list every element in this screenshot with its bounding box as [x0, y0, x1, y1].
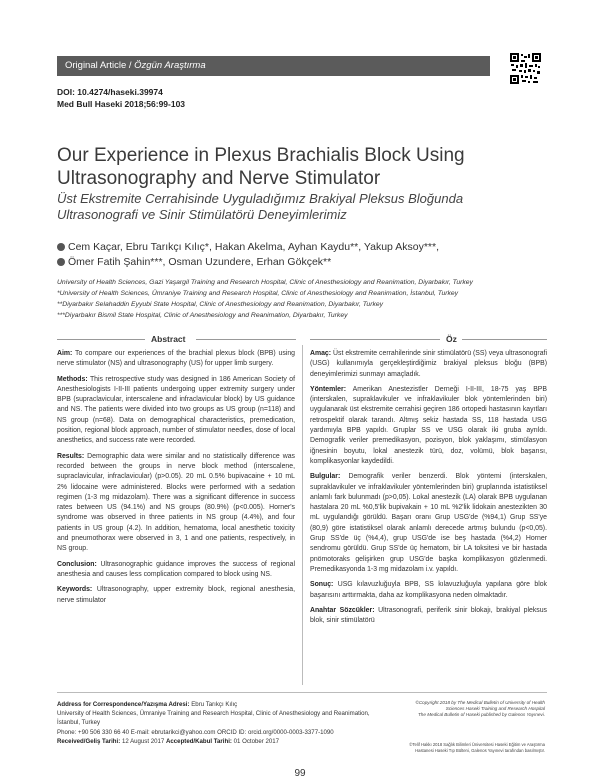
- abstract-aim: Aim: To compare our experiences of the brachial plexus block (BPB) using nerve stimulator (NS) and ultrasonography (US) for upper limb surgery.: [57, 350, 296, 368]
- affiliations: [57, 277, 557, 321]
- divider: [57, 339, 145, 340]
- oz-column: [310, 349, 547, 631]
- copyright-line: ©Copyright 2018 by The Medical Bulletin of University of Health Sciences Haseki Training and Research Hospital: [415, 700, 545, 712]
- correspondence-contact: Phone: +90 506 330 66 40 E-mail: ebrutarikci@yahoo.com ORCID ID: orcid.org/0000-0003-3377-1090: [57, 728, 334, 736]
- correspondence-block: [57, 700, 387, 746]
- oz-anahtar: Anahtar Sözcükler: Ultrasonografi, periferik sinir blokajı, brakiyal pleksus blok, sinir stimülatörü: [310, 606, 547, 625]
- copyright-line: The Medical Bulletin of Haseki published by Galenos Yayınevi.: [418, 712, 545, 718]
- author-line-1: Cem Kaçar, Ebru Tarıkçı Kılıç*, Hakan Akelma, Ayhan Kaydu**, Yakup Aksoy***,: [57, 240, 557, 255]
- oz-heading: Öz: [446, 334, 457, 344]
- column-divider: [302, 345, 303, 685]
- copyright-notice: [405, 700, 545, 719]
- received-accepted-dates: Received/Geliş Tarihi: 12 August 2017 Accepted/Kabul Tarihi: 01 October 2017: [57, 737, 280, 745]
- page-number: 99: [294, 768, 306, 779]
- affiliation: *University of Health Sciences, Ümraniye Training and Research Hospital, Clinic of Anesthesiology and Reanimation, İstanbul, Turkey: [57, 290, 459, 297]
- affiliation: ***Diyarbakır Bismil State Hospital, Clinic of Anesthesiology and Reanimation, Diyarbakır, Turkey: [57, 312, 348, 319]
- abstract-results: Results: Demographic data were similar and no statistically difference was recorded between the groups in nerve block method (interscalene, supraclavicular, infraclavicular) (p>0.05). 20 mL 0.5% bupivacaine + 10 mL 2% lidocaine were administered. Blocks were performed with a sedation regimen (1-3 mg midazolam). There was a significant difference in success rates between US (94.1%) and NS groups (80.9%) (p<0.005). Horner's syndrome was observed in three patients in NS group (4.4%), and four patients in US group (4.2). In addition, hematoma, local anesthetic toxicity and pneumothorax were observed in 3, 1 and one patients, respectively, in NS group.: [57, 452, 295, 553]
- oz-yontemler: Yöntemler: Amerikan Anestezistler Derneği I-II-III, 18-75 yaş BPB (interskalen, supraklavikuler ve infraklavikuler blok yöntemlerinden biri) uygulanarak üst ekstremite cerrahisi geçiren 186 ortopedi hastasının kayıtları retrospektif olarak tarandı. Altmış sekiz hastada SS, 118 hastada USG yardımıyla BPB yapıldı. Gruplar SS ve USG olarak iki gruba ayrıldı. Demografik veriler premedikasyon, pozisyon, blok yaklaşımı, stimülasyon iğnesinin boyutu, lokal anestezik türü, doz, volümü, blok başarısı, komplikasyonlar kaydedildi.: [310, 385, 547, 465]
- oz-amac: Amaç: Üst ekstremite cerrahilerinde sinir stimülatörü (SS) veya ultrasonografi (USG) kullanımıyla gerçekleştirdiğimiz brakiyal pleksus bloğu (BPB) deneyimlerimizi sunmayı amaçladık.: [310, 350, 548, 378]
- orcid-icon[interactable]: [57, 243, 65, 251]
- article-type-banner: [57, 56, 490, 76]
- qr-code-icon: [510, 53, 541, 84]
- abstract-keywords: Keywords: Ultrasonography, upper extremity block, regional anesthesia, nerve stimulator: [57, 586, 295, 604]
- correspondence-address: University of Health Sciences, Ümraniye Training and Research Hospital, Clinic of Anesthesiology and Reanimation, İstanbul, Turkey: [57, 710, 370, 727]
- affiliation: **Diyarbakır Selahaddin Eyyubi State Hospital, Clinic of Anesthesiology and Reanimation, Diyarbakır, Turkey: [57, 301, 384, 308]
- affiliation: University of Health Sciences, Gazi Yaşargil Training and Research Hospital, Clinic of Anesthesiology and Reanimation, Diyarbakır, Turkey: [57, 279, 473, 286]
- correspondence-name: Address for Correspondence/Yazışma Adresi: Ebru Tarıkçı Kılıç: [57, 701, 238, 708]
- article-title: Our Experience in Plexus Brachialis Block Using Ultrasonography and Nerve Stimulator: [57, 145, 465, 189]
- author-line-2: Ömer Fatih Şahin***, Osman Uzundere, Erhan Gökçek**: [57, 255, 557, 270]
- article-type-tr: Özgün Araştırma: [134, 60, 206, 71]
- article-subtitle-tr: Üst Ekstremite Cerrahisinde Uyguladığımız Brakiyal Pleksus Bloğunda Ultrasonografi ve Sinir Stimülatörü Deneyimlerimiz: [57, 191, 464, 222]
- doi[interactable]: DOI: 10.4274/haseki.39974: [57, 87, 163, 97]
- abstract-heading: Abstract: [151, 334, 186, 344]
- divider: [310, 339, 440, 340]
- abstract-conclusion: Conclusion: Ultrasonographic guidance improves the success of regional anesthesia and causes less complication compared to block using NS.: [57, 560, 295, 578]
- oz-bulgular: Bulgular: Demografik veriler benzerdi. Blok yöntemi (interskalen, supraklavikuler ve infraklavikuler yöntemlerinden biri) gruplarında istatistiksel anlamlı fark bulunmadı (p>0,05). Lokal anestezik (LA) olarak BPB uygulanan hastalara 20 mL %0,5'lik bupivakain + 10 mL %2'lik lidokain anestezikten 30 mL uygulandığı görüldü. Başarı oranı Grup USG'de (%94,1) Grup SS'ye (80,9) göre istatistiksel olarak anlamlı derecede artmış bulundu (p<0,05). Grup SS'de üç (%4,4), grup USG'de ise beş hastada (%4,2) Horner sendromu görüldü. Grup SS'de üç hematom, bir LA toksitesi ve bir hastada pnömotoraks gelişirken grup USG'de başka komplikasyon gözlenmedi. Premedikasyonda 1-3 mg midazolam i.v. yapıldı.: [310, 473, 547, 573]
- doi-block: [57, 86, 185, 110]
- divider: [462, 339, 547, 340]
- copyright-notice-tr: ©Telif Hakkı 2018 Sağlık Bilimleri Üniversitesi Haseki Eğitim ve Araştırma Hastanesi Haseki Tıp Bülteni, Galenos Yayınevi tarafından basılmıştır.: [409, 742, 545, 753]
- abstract-methods: Methods: This retrospective study was designed in 186 American Society of Anesthesiologists I-II-III patients undergoing upper extremity surgery under BPB (supraclavicular, interscalene and infraclavicular block) by US guidance and NS. The patients were divided into two groups as US group (n=118) and NS group (n=68). Data on demographical characteristics, premedication, position, regional block approach, number of stimulator needles, dose of local anesthetics, and success rate were recorded.: [57, 375, 296, 445]
- author-list: [57, 240, 557, 270]
- abstract-column: [57, 349, 295, 611]
- citation: Med Bull Haseki 2018;56:99-103: [57, 99, 186, 109]
- oz-sonuc: Sonuç: USG kılavuzluğuyla BPB, SS kılavuzluğuyla yapılana göre blok başarısını arttırmakta, daha az komplikasyona neden olmaktadır.: [310, 581, 548, 599]
- footer-divider: [57, 692, 547, 693]
- article-type-en: Original Article /: [65, 60, 135, 71]
- divider: [196, 339, 296, 340]
- orcid-icon[interactable]: [57, 258, 65, 266]
